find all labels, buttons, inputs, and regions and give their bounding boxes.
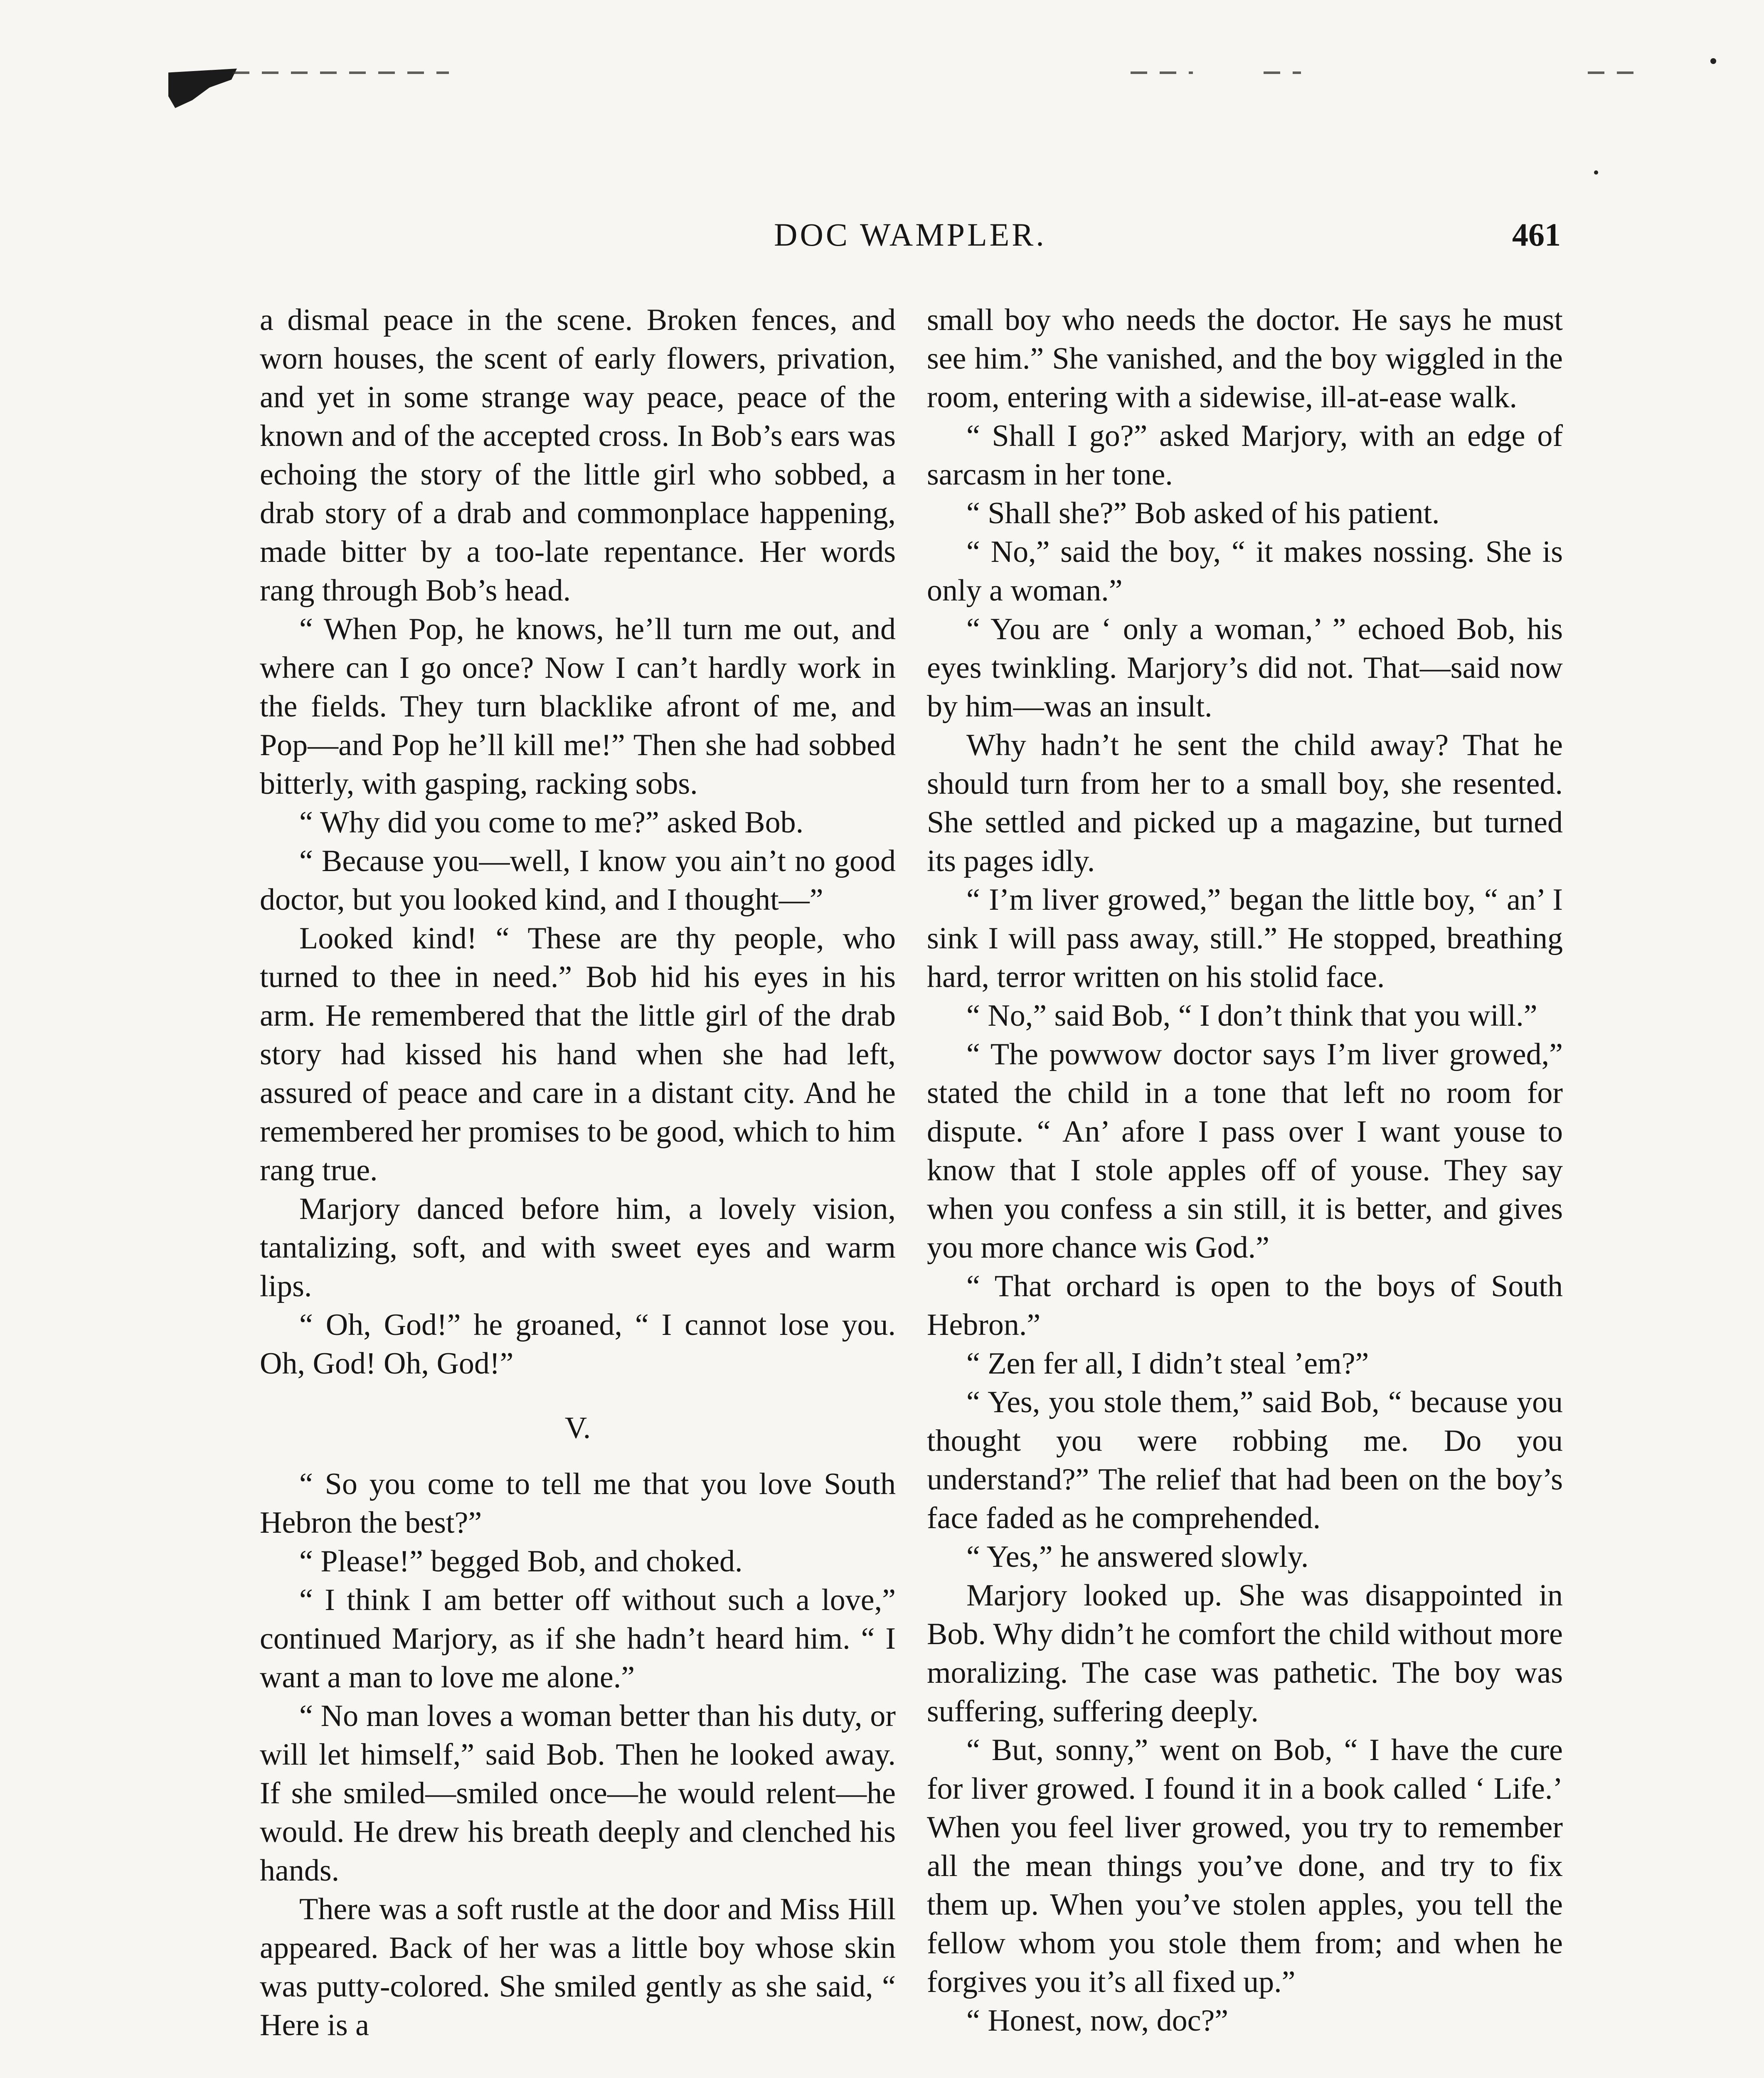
- paragraph: Looked kind! “ These are thy people, who turned to thee in need.” Bob hid his eyes in his arm. He remembered that the little girl of the drab story had kissed his hand when she had left, assured of peace and care in a distant city. And he remembered her promises to be good, which to him rang true.: [260, 921, 896, 1187]
- paragraph: “ So you come to tell me that you love South Hebron the best?”: [260, 1467, 896, 1540]
- paragraph: “ No,” said the boy, “ it makes nossing. She is only a woman.”: [927, 535, 1563, 608]
- paragraph: “ Zen fer all, I didn’t steal ’em?”: [966, 1347, 1369, 1381]
- scan-artifact-line: [1264, 71, 1301, 74]
- paragraph: “ No,” said Bob, “ I don’t think that you will.”: [966, 999, 1537, 1033]
- right-column: [927, 301, 1563, 2040]
- scan-artifact-line: [233, 71, 449, 74]
- paragraph: “ Yes,” he answered slowly.: [966, 1540, 1309, 1574]
- paragraph: “ That orchard is open to the boys of South Hebron.”: [927, 1269, 1563, 1342]
- paragraph: “ Please!” begged Bob, and choked.: [299, 1544, 743, 1578]
- paragraph: “ The powwow doctor says I’m liver growed,” stated the child in a tone that left no room for dispute. “ An’ afore I pass over I want youse to know that I stole apples off of youse. They say when you confess a sin still, it is better, and gives you more chance wis God.”: [927, 1037, 1563, 1265]
- scan-artifact-dot: [1710, 58, 1716, 64]
- paragraph: Why hadn’t he sent the child away? That he should turn from her to a small boy, she resented. She settled and picked up a magazine, but turned its pages idly.: [927, 728, 1563, 878]
- paragraph: “ No man loves a woman better than his duty, or will let himself,” said Bob. Then he looked away. If she smiled—smiled once—he would relent—he would. He drew his breath deeply and clenched his hands.: [260, 1699, 896, 1888]
- paragraph: “ Shall I go?” asked Marjory, with an edge of sarcasm in her tone.: [927, 419, 1563, 492]
- paragraph: “ I’m liver growed,” began the little boy, “ an’ I sink I will pass away, still.” He stopped, breathing hard, terror written on his stolid face.: [927, 883, 1563, 994]
- paragraph: a dismal peace in the scene. Broken fences, and worn houses, the scent of early flowers, privation, and yet in some strange way peace, peace of the known and of the accepted cross. In Bob’s ears was echoing the story of the little girl who sobbed, a drab story of a drab and commonplace happening, made bitter by a too-late repentance. Her words rang through Bob’s head.: [260, 303, 896, 608]
- paragraph: Marjory looked up. She was disappointed in Bob. Why didn’t he comfort the child without more moralizing. The case was pathetic. The boy was suffering, suffering deeply.: [927, 1578, 1563, 1728]
- scan-artifact-line: [1588, 71, 1638, 74]
- page-number: 461: [1512, 217, 1561, 253]
- paragraph: There was a soft rustle at the door and Miss Hill appeared. Back of her was a little boy whose skin was putty-colored. She smiled gently as she said, “ Here is a: [260, 1892, 896, 2042]
- paragraph: “ Yes, you stole them,” said Bob, “ because you thought you were robbing me. Do you understand?” The relief that had been on the boy’s face faded as he comprehended.: [927, 1385, 1563, 1535]
- scan-artifact-mark: [168, 69, 237, 108]
- paragraph: “ Why did you come to me?” asked Bob.: [299, 805, 804, 840]
- paragraph: “ When Pop, he knows, he’ll turn me out, and where can I go once? Now I can’t hardly work in the fields. They turn blacklike afront of me, and Pop—and Pop he’ll kill me!” Then she had sobbed bitterly, with gasping, racking sobs.: [260, 612, 896, 801]
- paragraph: small boy who needs the doctor. He says he must see him.” She vanished, and the boy wiggled in the room, entering with a sidewise, ill-at-ease walk.: [927, 303, 1563, 414]
- paragraph: “ Shall she?” Bob asked of his patient.: [966, 496, 1440, 530]
- paragraph: Marjory danced before him, a lovely vision, tantalizing, soft, and with sweet eyes and warm lips.: [260, 1192, 896, 1303]
- paragraph: “ I think I am better off without such a love,” continued Marjory, as if she hadn’t heard him. “ I want a man to love me alone.”: [260, 1583, 896, 1694]
- left-column: [260, 301, 896, 2045]
- paragraph: “ But, sonny,” went on Bob, “ I have the cure for liver growed. I found it in a book called ‘ Life.’ When you feel liver growed, you try to remember all the mean things you’ve done, and try to fix them up. When you’ve stolen apples, you tell the fellow whom you stole them from; and when he forgives you it’s all fixed up.”: [927, 1733, 1563, 1999]
- paragraph: “ Oh, God!” he groaned, “ I cannot lose you. Oh, God! Oh, God!”: [260, 1308, 896, 1381]
- paragraph: “ You are ‘ only a woman,’ ” echoed Bob, his eyes twinkling. Marjory’s did not. That—said now by him—was an insult.: [927, 612, 1563, 724]
- scan-artifact-dot: [1594, 170, 1598, 175]
- running-head: [260, 216, 1561, 270]
- scan-artifact-line: [1131, 71, 1193, 74]
- paragraph: “ Because you—well, I know you ain’t no good doctor, but you looked kind, and I thought—”: [260, 844, 896, 917]
- paragraph: “ Honest, now, doc?”: [966, 2004, 1229, 2038]
- running-title: DOC WAMPLER.: [774, 217, 1047, 253]
- section-heading: V.: [564, 1411, 591, 1445]
